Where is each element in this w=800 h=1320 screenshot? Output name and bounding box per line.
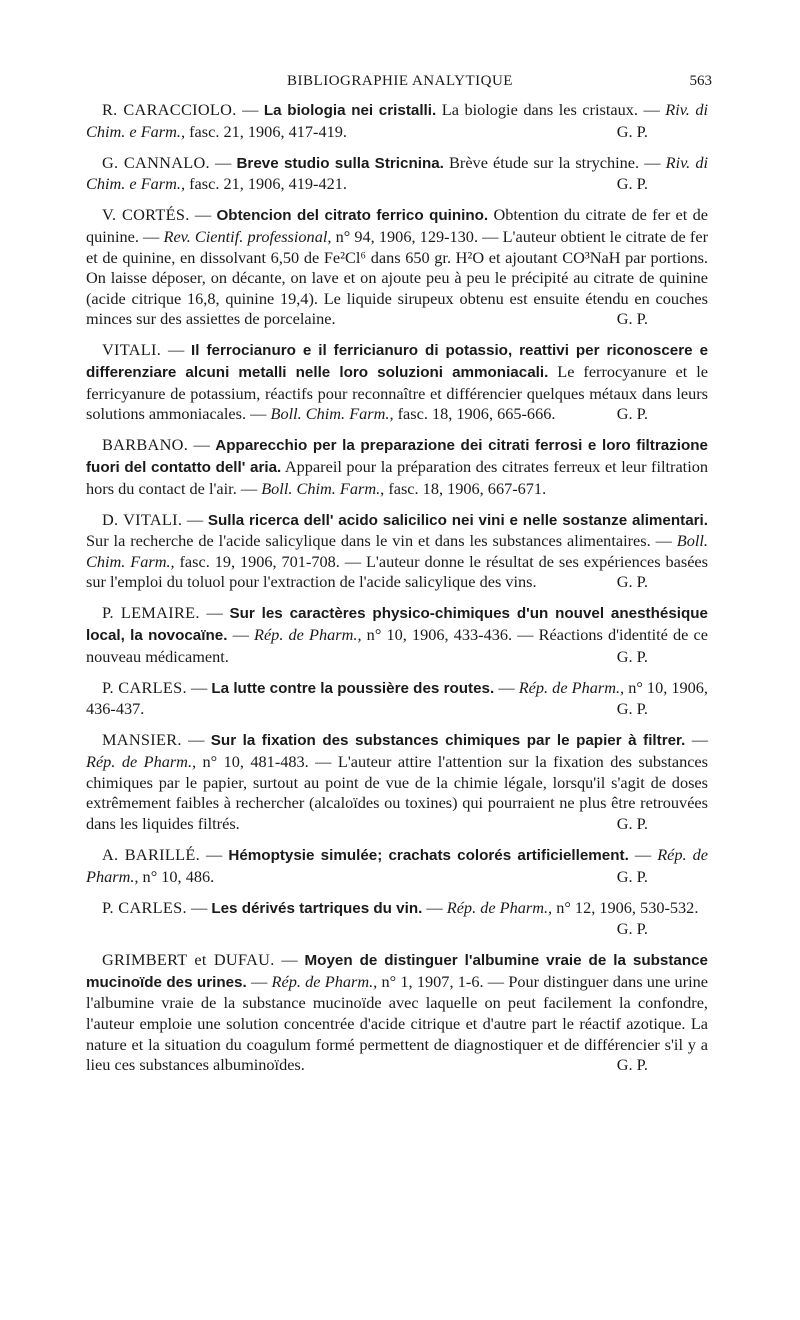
entry-text: Le ferrocyanure et le ferricyanure de potassium, réactifs pour reconnaître et différencier quelques métaux dans leurs solutions ammoniacales. — xyxy=(86,362,708,424)
entry-journal: Boll. Chim. Farm., xyxy=(261,478,385,498)
entry-journal: Boll. Chim. Farm., xyxy=(270,404,394,424)
bibliography-entry: P. CARLES. — La lutte contre la poussière des routes. — Rép. de Pharm., n° 10, 1906, 436-437. G. P. xyxy=(86,677,709,719)
bibliography-entry: V. CORTÉS. — Obtencion del citrato ferrico quinino. Obtention du citrate de fer et de quinine. — Rev. Cientif. professional, n° 94, 1906, 129-130. — L'auteur obtient le citrate de fer et de quinine, en dissolvant 6,50 de Fe²Cl⁶ dans 650 gr. H²O et ajoutant CO³NaH par portions. On laisse déposer, on décante, on lave et on ajoute peu à peu le précipité au citrate de quinine (acide citrique 16,8, quinine 19,4). Le liquide sirupeux obtenu est ensuite étendu en couches minces sur des assiettes de porcelaine. G. P. xyxy=(86,205,708,329)
entry-author: GRIMBERT et DUFAU. xyxy=(102,950,275,970)
entry-title: La biologia nei cristalli. xyxy=(263,102,437,119)
entry-text: La biologie dans les cristaux. — xyxy=(441,100,660,119)
entry-signature: G. P. xyxy=(616,309,648,329)
entry-text: Brève étude sur la strychine. — xyxy=(449,152,661,172)
entry-signature: G. P. xyxy=(616,919,648,939)
entry-title: Les dérivés tartriques du vin. xyxy=(211,899,423,917)
entry-text: — xyxy=(232,625,249,645)
entry-title: Sur les caractères physico-chimiques d'un nouvel anesthésique local, la novocaïne. xyxy=(86,605,708,645)
entry-journal: Rép. de Pharm., xyxy=(518,677,625,697)
bibliography-entry: G. CANNALO. — Breve studio sulla Stricnina. Brève étude sur la strychine. — Riv. di Chim. e Farm., fasc. 21, 1906, 419-421. G. P. xyxy=(86,152,709,194)
entry-details: fasc. 21, 1906, 419-421. xyxy=(189,174,347,194)
entry-author: P. LEMAIRE. xyxy=(102,603,200,623)
entry-author: P. CARLES. xyxy=(102,897,187,917)
entry-signature: G. P. xyxy=(616,1055,648,1075)
bibliography-entry: GRIMBERT et DUFAU. — Moyen de distinguer l'albumine vraie de la substance mucinoïde des urines. — Rép. de Pharm., n° 1, 1907, 1-6. — Pour distinguer dans une urine l'albumine vraie de la substance mucinoïde avec laquelle on peut facilement la confondre, l'auteur emploie une solution concentrée d'acide citrique et d'autre part le réactif azotique. La nature et la situation du coagulum formé permettent de diagnostiquer et de différencier s'il y a lieu ces substances albuminoïdes. G. P. xyxy=(86,950,709,1075)
entry-author: V. CORTÉS. xyxy=(102,205,190,225)
entry-details: n° 10, 481-483. — L'auteur attire l'attention sur la fixation des substances chimiques par le papier, surtout au point de vue de la chimie légale, lorsqu'il s'agit de doses extrêmement faibles à rechercher (alcaloïdes ou toxines) qui pourraient ne plus être retrouvées dans les liquides filtrés. xyxy=(86,752,708,833)
entry-journal: Rép. de Pharm., xyxy=(86,752,197,772)
bibliography-entry: P. LEMAIRE. — Sur les caractères physico-chimiques d'un nouvel anesthésique local, la novocaïne. — Rép. de Pharm., n° 10, 1906, 433-436. — Réactions d'identité de ce nouveau médicament. G. P. xyxy=(86,603,708,666)
entry-author: VITALI. xyxy=(102,340,162,360)
running-title: BIBLIOGRAPHIE ANALYTIQUE xyxy=(287,73,513,89)
entry-signature: G. P. xyxy=(616,121,648,141)
entry-title: Obtencion del citrato ferrico quinino. xyxy=(216,207,489,225)
entry-signature: G. P. xyxy=(616,813,648,833)
entry-signature: G. P. xyxy=(616,404,648,424)
entry-details: fasc. 18, 1906, 667-671. xyxy=(388,478,547,498)
entry-signature: G. P. xyxy=(616,646,648,666)
entry-details: fasc. 21, 1906, 417-419. xyxy=(189,121,347,141)
entry-signature: G. P. xyxy=(616,174,648,194)
entry-title: Breve studio sulla Stricnina. xyxy=(236,154,444,172)
entry-author: MANSIER. xyxy=(102,730,182,750)
entry-journal: Riv. di Chim. e Farm., xyxy=(86,152,709,194)
entry-title: Sulla ricerca dell' acido salicilico nei vini e nelle sostanze alimentari. xyxy=(207,511,708,529)
entry-text: Appareil pour la préparation des citrates ferreux et leur filtration hors du contact de l'air. — xyxy=(86,456,709,498)
entry-text: — xyxy=(691,730,709,750)
entry-journal: Rép. de Pharm., xyxy=(86,844,709,886)
bibliography-entry: A. BARILLÉ. — Hémoptysie simulée; crachats colorés artificiellement. — Rép. de Pharm., n° 10, 486. G. P. xyxy=(86,844,709,886)
entry-details: n° 10, 1906, 436-437. xyxy=(86,677,709,719)
entry-details: n° 94, 1906, 129-130. — L'auteur obtient le citrate de fer et de quinine, en dissolvant 6,50 de Fe²Cl⁶ dans 650 gr. H²O et ajoutant CO³NaH par portions. On laisse déposer, on décante, on lave et on ajoute peu à peu le précipité au citrate de quinine (acide citrique 16,8, quinine 19,4). Le liquide sirupeux obtenu est ensuite étendu en couches minces sur des assiettes de porcelaine. xyxy=(86,226,708,329)
entry-title: La lutte contre la poussière des routes. xyxy=(211,679,495,697)
entry-title: Hémoptysie simulée; crachats colorés artificiellement. xyxy=(228,846,629,864)
entry-author: D. VITALI. xyxy=(102,509,183,529)
running-header xyxy=(88,73,712,95)
bibliography-entry: VITALI. — Il ferrocianuro e il ferricianuro di potassio, reattivi per riconoscere e differenziare alcuni metalli nelle loro soluzioni ammoniacali. Le ferrocyanure et le ferricyanure de potassium, réactifs pour reconnaître et différencier quelques métaux dans leurs solutions ammoniacales. — Boll. Chim. Farm., fasc. 18, 1906, 665-666. G. P. xyxy=(86,340,709,424)
entry-journal: Rev. Cientif. professional, xyxy=(163,226,332,246)
entry-journal: Rép. de Pharm., xyxy=(254,625,362,645)
entry-signature: G. P. xyxy=(616,699,648,719)
entry-journal: Rép. de Pharm., xyxy=(271,971,378,991)
bibliography-entry: D. VITALI. — Sulla ricerca dell' acido salicilico nei vini e nelle sostanze alimentari. Sur la recherche de l'acide salicylique dans le vin et dans les substances alimentaires. — Boll. Chim. Farm., fasc. 19, 1906, 701-708. — L'auteur donne le résultat de ses expériences basées sur l'emploi du toluol pour l'extraction de l'acide salicylique des vins. G. P. xyxy=(86,509,708,592)
bibliography-entry: BARBANO. — Apparecchio per la preparazione dei citrati ferrosi e loro filtrazione fuori del contatto dell' aria. Appareil pour la préparation des citrates ferreux et leur filtration hors du contact de l'air. — Boll. Chim. Farm., fasc. 18, 1906, 667-671. xyxy=(86,435,709,498)
entry-text: — xyxy=(426,897,443,917)
entry-details: fasc. 19, 1906, 701-708. — L'auteur donne le résultat de ses expériences basées sur l'emploi du toluol pour l'extraction de l'acide salicylique des vins. xyxy=(86,551,708,592)
entry-details: n° 10, 486. xyxy=(142,866,215,886)
entry-details: n° 12, 1906, 530-532. xyxy=(556,897,699,917)
entry-author: P. CARLES. xyxy=(102,677,187,697)
entry-title: Il ferrocianuro e il ferricianuro di potassio, reattivi per riconoscere e differenziare alcuni metalli nelle loro soluzioni ammoniacali. xyxy=(86,342,709,382)
entry-journal: Boll. Chim. Farm., xyxy=(86,531,708,571)
entry-details: n° 1, 1907, 1-6. — Pour distinguer dans une urine l'albumine vraie de la substance mucinoïde avec laquelle on peut facilement la confondre, l'auteur emploie une solution concentrée d'acide citrique et d'autre part le réactif azotique. La nature et la situation du coagulum formé permettent de diagnostiquer et de différencier s'il y a lieu ces substances albuminoïdes. xyxy=(86,971,709,1075)
entry-author: BARBANO. xyxy=(102,435,189,455)
entry-journal: Rép. de Pharm., xyxy=(446,897,553,917)
bibliography-entries xyxy=(86,100,708,1086)
entry-author: R. CARACCIOLO. xyxy=(102,100,237,119)
entry-text: — xyxy=(498,677,515,697)
entry-details: fasc. 18, 1906, 665-666. xyxy=(397,404,556,424)
entry-title: Sur la fixation des substances chimiques par le papier à filtrer. xyxy=(210,732,686,750)
entry-signature: G. P. xyxy=(616,572,648,592)
bibliography-entry: P. CARLES. — Les dérivés tartriques du vin. — Rép. de Pharm., n° 12, 1906, 530-532. G. P. xyxy=(102,897,699,939)
bibliography-entry: R. CARACCIOLO. — La biologia nei cristalli. La biologie dans les cristaux. — Riv. di Chim. e Farm., fasc. 21, 1906, 417-419. G. P. xyxy=(86,100,709,141)
entry-text: Obtention du citrate de fer et de quinine. — xyxy=(86,205,708,246)
entry-text: — xyxy=(634,844,652,864)
page-number: 563 xyxy=(689,73,712,89)
entry-journal: Riv. di Chim. e Farm., xyxy=(86,100,709,141)
entry-title: Moyen de distinguer l'albumine vraie de la substance mucinoïde des urines. xyxy=(86,952,709,991)
entry-author: G. CANNALO. xyxy=(102,152,210,172)
entry-text: Sur la recherche de l'acide salicylique dans le vin et dans les substances alimentaires. — xyxy=(86,531,672,551)
entry-details: n° 10, 1906, 433-436. — Réactions d'identité de ce nouveau médicament. xyxy=(86,625,708,666)
entry-signature: G. P. xyxy=(616,866,648,886)
entry-title: Apparecchio per la preparazione dei citrati ferrosi e loro filtrazione fuori del contatto dell' aria. xyxy=(86,437,708,476)
entry-author: A. BARILLÉ. xyxy=(102,844,200,864)
bibliography-entry: MANSIER. — Sur la fixation des substances chimiques par le papier à filtrer. — Rép. de Pharm., n° 10, 481-483. — L'auteur attire l'attention sur la fixation des substances chimiques par le papier, surtout au point de vue de la chimie légale, lorsqu'il s'agit de doses extrêmement faibles à rechercher (alcaloïdes ou toxines) qui pourraient ne plus être retrouvées dans les liquides filtrés. G. P. xyxy=(86,730,709,833)
entry-text: — xyxy=(250,971,268,991)
